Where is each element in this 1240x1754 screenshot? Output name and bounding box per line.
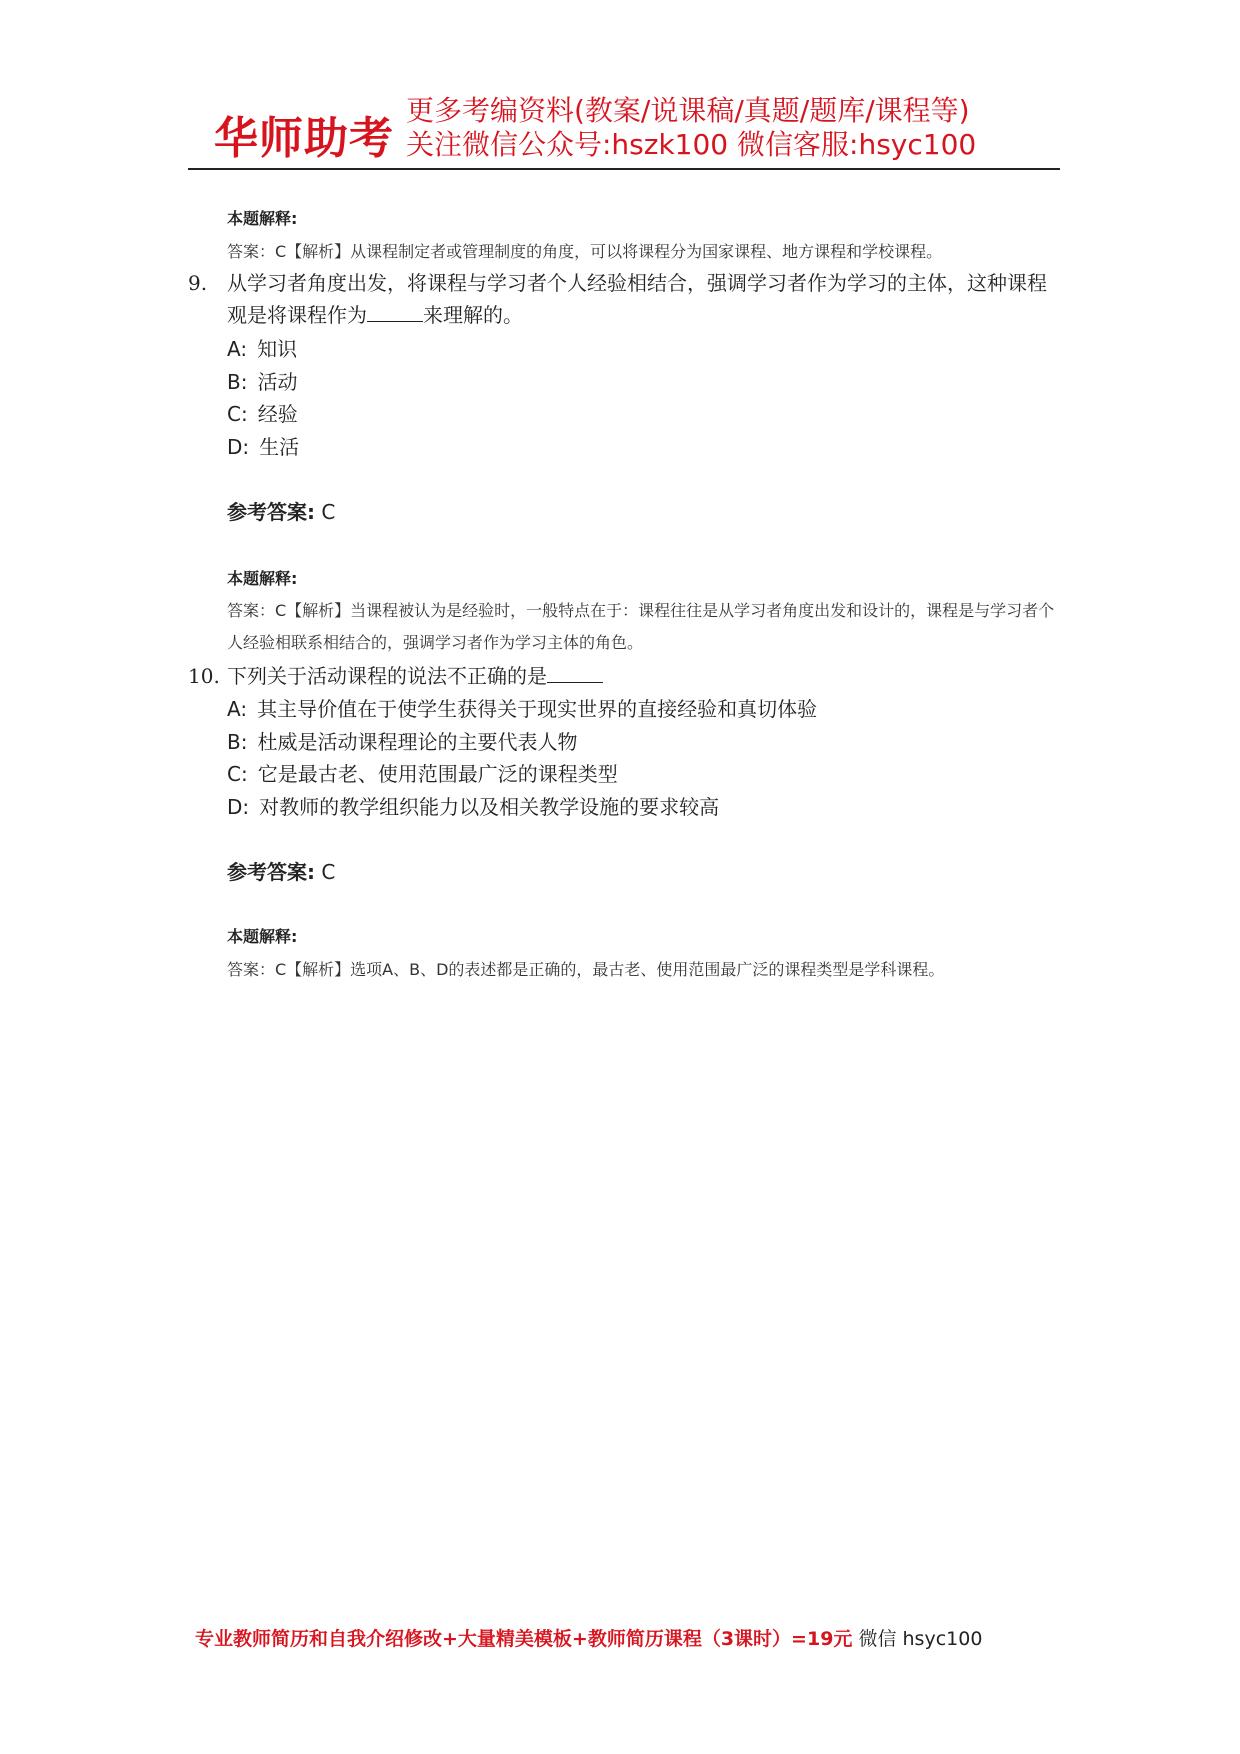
- question-10-option-b: B: 杜威是活动课程理论的主要代表人物: [227, 730, 578, 754]
- question-9-expl-text: 答案：C【解析】当课程被认为是经验时，一般特点在于：课程往往是从学习者角度出发和设计的，课程是与学习者个人经验相联系相结合的，强调学习者作为学习主体的角色。: [227, 601, 1055, 652]
- question-9-option-a: A: 知识: [227, 337, 298, 361]
- question-9-text-before: 从学习者角度出发，将课程与学习者个人经验相结合，强调学习者作为学习的主体，这种课程观是将课程作为: [227, 271, 1047, 327]
- question-9-text: [227, 267, 1060, 331]
- question-10-text: 下列关于活动课程的说法不正确的是: [227, 660, 1060, 692]
- question-9-expl-title: 本题解释:: [227, 569, 298, 588]
- question-10-option-c: C: 它是最古老、使用范围最广泛的课程类型: [227, 762, 618, 786]
- promo-line-2: 关注微信公众号:hszk100 微信客服:hsyc100: [406, 128, 977, 161]
- question-9-option-b: B: 活动: [227, 370, 298, 394]
- footer-ad-contact: 微信 hsyc100: [852, 1628, 983, 1650]
- expl-8-title: 本题解释:: [227, 209, 298, 228]
- expl-8-text: 答案：C【解析】从课程制定者或管理制度的角度，可以将课程分为国家课程、地方课程和学校课程。: [227, 242, 943, 261]
- question-10-option-a: A: 其主导价值在于使学生获得关于现实世界的直接经验和真切体验: [227, 697, 818, 721]
- question-9-blank: [367, 303, 423, 322]
- question-9-number: 9.: [188, 271, 208, 295]
- question-10-answer: 参考答案: C: [227, 860, 336, 884]
- question-10-expl-text: 答案：C【解析】选项A、B、D的表述都是正确的，最古老、使用范围最广泛的课程类型是学科课程。: [227, 960, 945, 979]
- header-banner: [188, 90, 1060, 168]
- question-10-blank: [547, 664, 603, 683]
- promo-line-1: 更多考编资料(教案/说课稿/真题/题库/课程等): [406, 94, 970, 127]
- question-9-option-d: D: 生活: [227, 435, 300, 459]
- header-divider: [188, 168, 1060, 170]
- promo-text: [406, 94, 976, 162]
- question-10-number: 10.: [188, 664, 220, 688]
- question-9-answer: 参考答案: C: [227, 500, 336, 524]
- question-10-expl-title: 本题解释:: [227, 927, 298, 946]
- footer-ad: [195, 1624, 982, 1651]
- question-9-option-c: C: 经验: [227, 402, 298, 426]
- footer-ad-red: 专业教师简历和自我介绍修改+大量精美模板+教师简历课程（3课时）=19元: [195, 1628, 853, 1650]
- brand-logo: 华师助考: [214, 113, 394, 164]
- question-10-option-d: D: 对教师的教学组织能力以及相关教学设施的要求较高: [227, 795, 720, 819]
- question-9-text-after: 来理解的。: [423, 303, 523, 327]
